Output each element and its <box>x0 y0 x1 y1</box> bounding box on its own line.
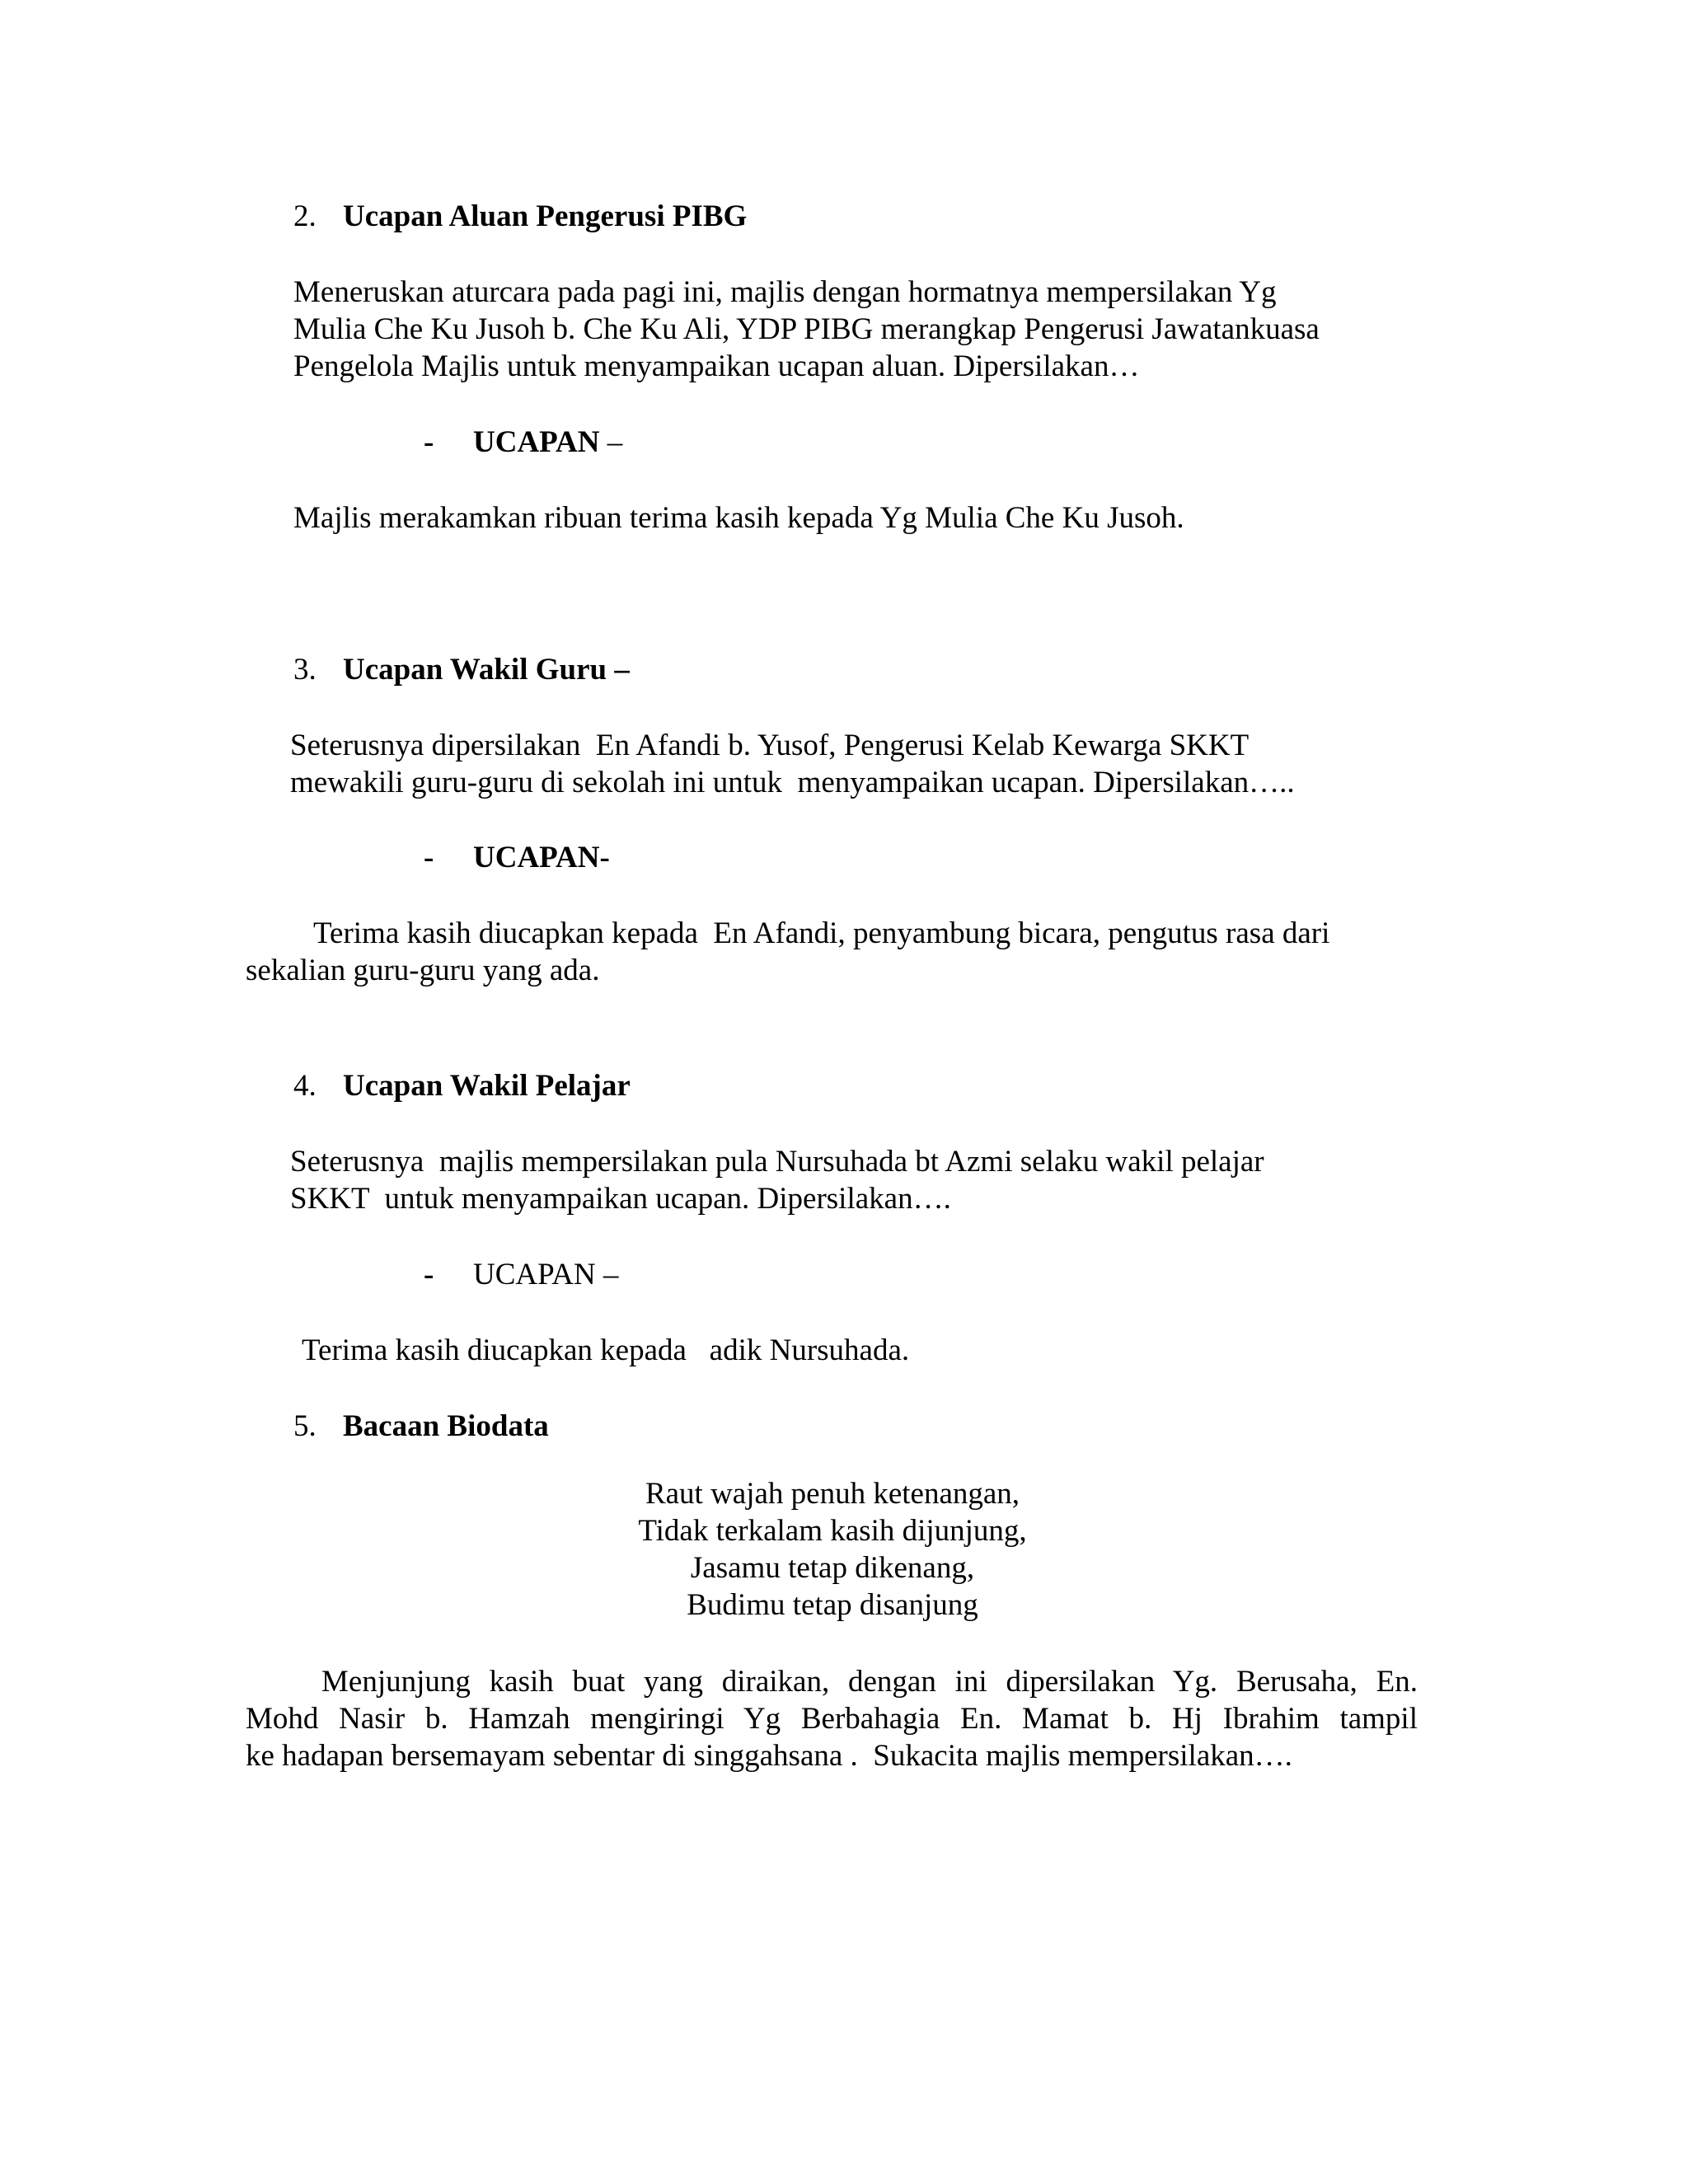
closing-line: Terima kasih diucapkan kepada adik Nursuhada. <box>302 1333 910 1367</box>
section-number: 4. <box>293 1069 316 1103</box>
poem-line: Jasamu tetap dikenang, <box>690 1551 975 1585</box>
intro-line: Seterusnya dipersilakan En Afandi b. Yusof, Pengerusi Kelab Kewarga SKKT <box>290 729 1250 762</box>
intro-line: mewakili guru-guru di sekolah ini untuk menyampaikan ucapan. Dipersilakan….. <box>290 766 1295 799</box>
paragraph-line: Menjunjung kasih buat yang diraikan, dengan ini dipersilakan Yg. Berusaha, En. <box>321 1665 1418 1699</box>
intro-line: Pengelola Majlis untuk menyampaikan ucapan aluan. Dipersilakan… <box>293 349 1140 383</box>
intro-line: Mulia Che Ku Jusoh b. Che Ku Ali, YDP PIBG merangkap Pengerusi Jawatankuasa <box>293 312 1320 346</box>
speech-label: UCAPAN – <box>473 1258 619 1291</box>
section-number: 5. <box>293 1409 316 1443</box>
bullet-dash: - <box>424 841 434 874</box>
speech-label: UCAPAN- <box>473 841 610 874</box>
section-title: Ucapan Wakil Pelajar <box>343 1069 631 1103</box>
intro-line: Seterusnya majlis mempersilakan pula Nursuhada bt Azmi selaku wakil pelajar <box>290 1145 1264 1179</box>
poem-line: Raut wajah penuh ketenangan, <box>645 1477 1020 1511</box>
closing-line: Terima kasih diucapkan kepada En Afandi, penyambung bicara, pengutus rasa dari <box>313 916 1330 950</box>
intro-line: Meneruskan aturcara pada pagi ini, majlis dengan hormatnya mempersilakan Yg <box>293 275 1277 309</box>
intro-line: SKKT untuk menyampaikan ucapan. Dipersilakan…. <box>290 1182 951 1216</box>
section-title: Bacaan Biodata <box>343 1409 549 1443</box>
bullet-dash: - <box>424 425 434 459</box>
speech-label: UCAPAN – <box>473 425 623 459</box>
poem-line: Budimu tetap disanjung <box>687 1588 978 1622</box>
section-title: Ucapan Wakil Guru – <box>343 653 630 687</box>
closing-line: sekalian guru-guru yang ada. <box>246 954 600 987</box>
closing-line: Majlis merakamkan ribuan terima kasih kepada Yg Mulia Che Ku Jusoh. <box>293 501 1184 535</box>
section-number: 2. <box>293 199 316 233</box>
paragraph-line: ke hadapan bersemayam sebentar di singgahsana . Sukacita majlis mempersilakan…. <box>246 1739 1292 1773</box>
section-title: Ucapan Aluan Pengerusi PIBG <box>343 199 748 233</box>
paragraph-line: Mohd Nasir b. Hamzah mengiringi Yg Berbahagia En. Mamat b. Hj Ibrahim tampil <box>246 1702 1418 1736</box>
bullet-dash: - <box>424 1258 434 1291</box>
poem-line: Tidak terkalam kasih dijunjung, <box>638 1514 1027 1548</box>
section-number: 3. <box>293 653 316 687</box>
